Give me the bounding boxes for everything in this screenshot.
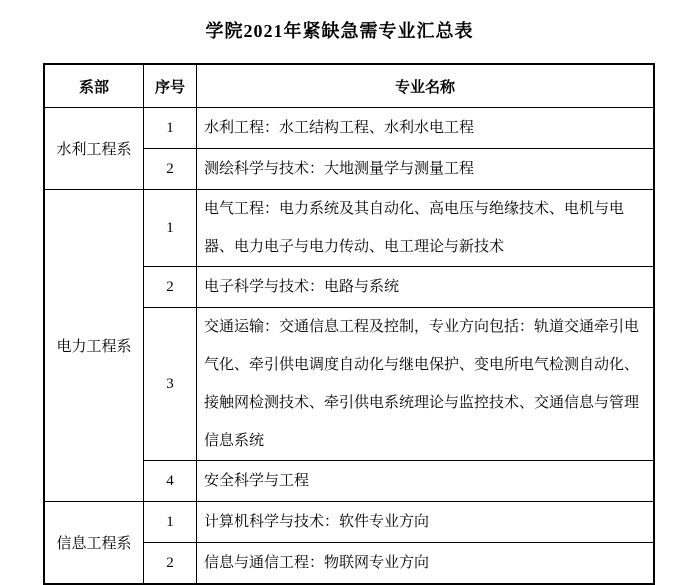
table-header-row [44, 64, 654, 108]
department-cell: 水利工程系 [44, 108, 144, 190]
major-name-cell: 电子科学与技术：电路与系统 [197, 267, 655, 308]
majors-summary-table [43, 63, 655, 585]
major-name-cell: 信息与通信工程：物联网专业方向 [197, 543, 655, 585]
serial-number-cell: 1 [144, 190, 197, 267]
page-title: 学院2021年紧缺急需专业汇总表 [205, 21, 474, 41]
major-name-cell: 电气工程：电力系统及其自动化、高电压与绝缘技术、电机与电器、电力电子与电力传动、电工理论与新技术 [197, 190, 655, 267]
department-cell: 电力工程系 [44, 190, 144, 502]
serial-number-cell: 3 [144, 308, 197, 461]
major-name-cell: 交通运输：交通信息工程及控制，专业方向包括：轨道交通牵引电气化、牵引供电调度自动化与继电保护、变电所电气检测自动化、接触网检测技术、牵引供电系统理论与监控技术、交通信息与管理信息系统 [197, 308, 655, 461]
table-row [44, 502, 654, 543]
major-name-cell: 安全科学与工程 [197, 461, 655, 502]
table-body [44, 108, 654, 585]
serial-number-cell: 1 [144, 502, 197, 543]
serial-number-cell: 2 [144, 543, 197, 585]
serial-number-cell: 2 [144, 149, 197, 190]
header-serial-number: 序号 [144, 64, 197, 108]
header-major-name: 专业名称 [197, 64, 655, 108]
major-name-cell: 水利工程：水工结构工程、水利水电工程 [197, 108, 655, 149]
serial-number-cell: 1 [144, 108, 197, 149]
table-row [44, 190, 654, 267]
major-name-cell: 计算机科学与技术：软件专业方向 [197, 502, 655, 543]
department-cell: 信息工程系 [44, 502, 144, 585]
header-department: 系部 [44, 64, 144, 108]
major-name-cell: 测绘科学与技术：大地测量学与测量工程 [197, 149, 655, 190]
serial-number-cell: 4 [144, 461, 197, 502]
table-row [44, 108, 654, 149]
serial-number-cell: 2 [144, 267, 197, 308]
